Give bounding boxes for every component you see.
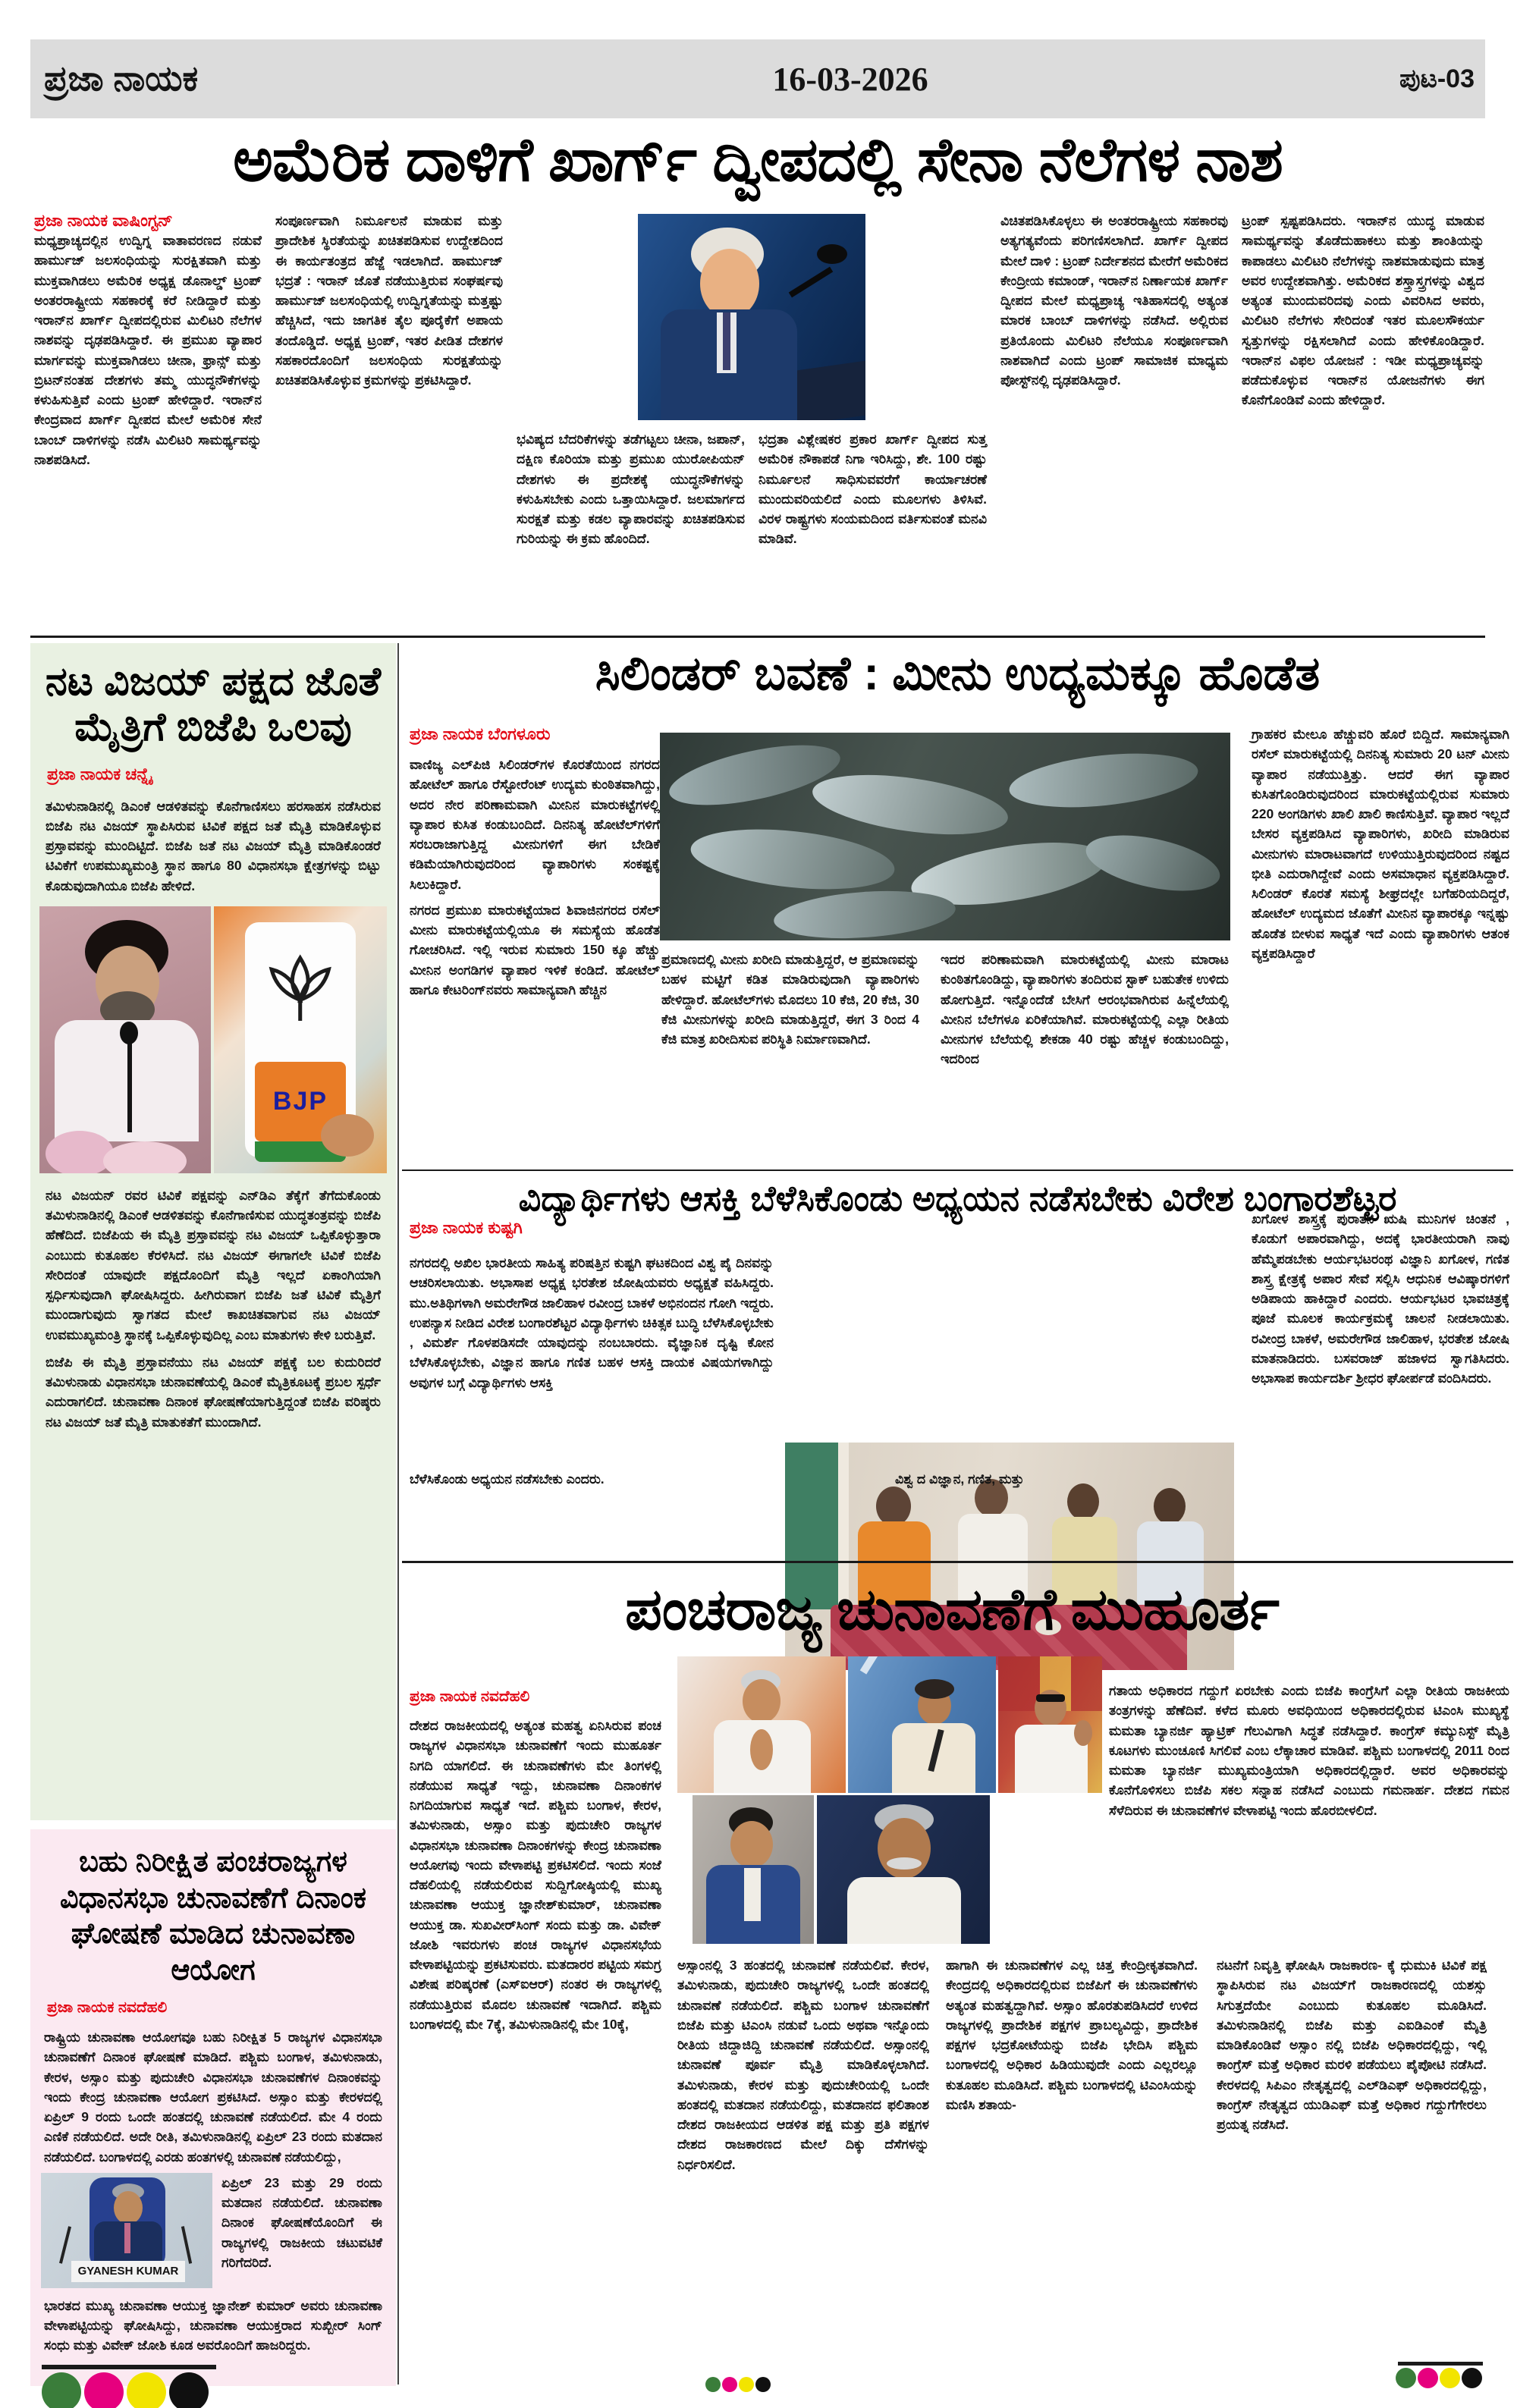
gyanesh-nameplate: GYANESH KUMAR: [71, 2261, 185, 2282]
trump-photo: [638, 214, 865, 420]
flowers-shape-2: [103, 1141, 187, 1173]
gyanesh-kumar-photo: [41, 2173, 212, 2288]
ec-photo-row: [41, 2173, 382, 2288]
registration-dots-center: [705, 2377, 781, 2394]
ec-byline: ಪ್ರಜಾ ನಾಯಕ ನವದೆಹಲಿ: [47, 1999, 168, 2016]
registration-dots-left: [42, 2372, 224, 2408]
poll-byline: ಪ್ರಜಾ ನಾಯಕ ನವದೆಹಲಿ: [410, 1688, 530, 1705]
registration-dot-green: [42, 2372, 81, 2408]
poll-col2-text: ಅಸ್ಸಾಂನಲ್ಲಿ 3 ಹಂತದಲ್ಲಿ ಚುನಾವಣೆ ನಡೆಯಲಿವೆ. ಕೇರಳ, ತಮಿಳುನಾಡು, ಪುದುಚೇರಿ ರಾಜ್ಯಗಳಲ್ಲಿ ಒಂದೇ ಹಂತದಲ್ಲಿ ಚುನಾವಣೆ ನಡೆಯಲಿದೆ. ಪಶ್ಚಿಮ ಬಂಗಾಳ ಚುನಾವಣೆಗೆ ಬಿಜೆಪಿ ಮತ್ತು ಟಿಎಂಸಿ ನಡುವೆ ಒಂದು ಅಥವಾ ಇನ್ನೊಂದು ರೀತಿಯ ಜಿದ್ದಾಜಿದ್ದಿ ಚುನಾವಣೆ ನಡೆಯಲಿದೆ. ಅಸ್ಸಾಂನಲ್ಲಿ ಚುನಾವಣೆ ಪೂರ್ವ ಮೈತ್ರಿ ಮಾಡಿಕೊಳ್ಳಲಾಗಿದೆ. ತಮಿಳುನಾಡು, ಕೇರಳ ಮತ್ತು ಪುದುಚೇರಿಯಲ್ಲಿ ಒಂದೇ ಹಂತದಲ್ಲಿ ಮತದಾನ ನಡೆಯಲಿದ್ದು, ಮತದಾನದ ಫಲಿತಾಂಶ ದೇಶದ ರಾಜಕೀಯದ ಆಡಳಿತ ಪಕ್ಷ ಮತ್ತು ಪ್ರತಿ ಪಕ್ಷಗಳ ದೇಶದ ರಾಜಕಾರಣದ ಮೇಲೆ ದಿಕ್ಕು ದೆಸೆಗಳನ್ನು ನಿರ್ಧರಿಸಲಿದೆ.: [677, 1957, 929, 2172]
fish-col1b-text: ನಗರದ ಪ್ರಮುಖ ಮಾರುಕಟ್ಟೆಯಾದ ಶಿವಾಜಿನಗರದ ರಸೆಲ್ ಮೀನು ಮಾರುಕಟ್ಟೆಯಲ್ಲಿಯೂ ಈ ಸಮಸ್ಯೆಯ ಹೊಡೆತ ಗೋಚರಿಸಿದೆ. ಇಲ್ಲಿ ಇರುವ ಸುಮಾರು 150 ಕ್ಕೂ ಹೆಚ್ಚು ಮೀನಿನ ಅಂಗಡಿಗಳ ವ್ಯಾಪಾರ ಇಳಿಕೆ ಕಂಡಿದೆ. ಹೋಟೆಲ್ ಹಾಗೂ ಕೇಟರಿಂಗ್‌ನವರು ಸಾಮಾನ್ಯವಾಗಿ ಹೆಚ್ಚಿನ: [410, 902, 660, 997]
flowers-shape-1: [46, 1131, 114, 1173]
person3-head: [1067, 1483, 1099, 1520]
registration-bar-left: [42, 2365, 216, 2369]
poll-headline: ಪಂಚರಾಜ್ಯ ಚುನಾವಣೆಗೆ ಮುಹೂರ್ತ: [625, 1578, 1279, 1642]
divider-under-students: [402, 1561, 1513, 1563]
students-headline: ವಿದ್ಯಾರ್ಥಿಗಳು ಆಸಕ್ತಿ ಬೆಳೆಸಿಕೊಂಡು ಅಧ್ಯಯನ ನಡೆಸಬೇಕು ವಿರೇಶ ಬಂಗಾರಶೆಟ್ಟರ: [518, 1179, 1397, 1218]
stalin-waving-hand: [1074, 1720, 1092, 1746]
registration-dots-right: [1396, 2368, 1487, 2391]
fish-headline: ಸಿಲಿಂಡರ್ ಬವಣೆ : ಮೀನು ಉದ್ಯಮಕ್ಕೂ ಹೊಡೆತ: [595, 648, 1321, 700]
podium-shape: [797, 361, 865, 420]
gyanesh-face: [114, 2191, 143, 2224]
rangasamy-moustache: [887, 1857, 922, 1870]
person1-head: [876, 1487, 911, 1526]
ec-p1: ರಾಷ್ಟ್ರಿಯ ಚುನಾವಣಾ ಆಯೋಗವೂ ಬಹು ನಿರೀಕ್ಷಿತ 5 ರಾಜ್ಯಗಳ ವಿಧಾನಸಭಾ ಚುನಾವಣೆಗೆ ದಿನಾಂಕ ಘೋಷಣೆ ಮಾಡಿದೆ. ಪಶ್ಚಿಮ ಬಂಗಾಳ, ತಮಿಳುನಾಡು, ಕೇರಳ, ಅಸ್ಸಾಂ ಮತ್ತು ಪುದುಚೇರಿ ವಿಧಾನಸಭಾ ಚುನಾವಣೆಗಳ ದಿನಾಂಕವನ್ನು ಇಂದು ಕೇಂದ್ರ ಚುನಾವಣಾ ಆಯೋಗ ಪ್ರಕಟಿಸಿದೆ. ಅಸ್ಸಾಂ ಮತ್ತು ಕೇರಳದಲ್ಲಿ ಏಪ್ರಿಲ್ 9 ರಂದು ಒಂದೇ ಹಂತದಲ್ಲಿ ಚುನಾವಣೆ ನಡೆಯಲಿದೆ. ಮೇ 4 ರಂದು ಎಣಿಕೆ ನಡೆಯಲಿದೆ. ಅದೇ ರೀತಿ, ತಮಿಳುನಾಡಿನಲ್ಲಿ ಏಪ್ರಿಲ್ 23 ರಂದು ಮತದಾನ ನಡೆಯಲಿದೆ. ಬಂಗಾಳದಲ್ಲಿ ಎರಡು ಹಂತಗಳಲ್ಲಿ ಚುನಾವಣೆ ನಡೆಯಲಿದ್ದು,: [44, 2030, 382, 2165]
fish-market-photo: [660, 733, 1230, 940]
students-byline: ಪ್ರಜಾ ನಾಯಕ ಕುಷ್ಟಗಿ: [410, 1218, 523, 1237]
students-right-text: ಖಗೋಳ ಶಾಸ್ತ್ರಕ್ಕೆ ಪುರಾತನ ಋಷಿ ಮುನಿಗಳ ಚಿಂತನೆ , ಕೊಡುಗೆ ಅಪಾರವಾಗಿದ್ದು, ಅದಕ್ಕೆ ಭಾರತೀಯರಾಗಿ ನಾವು ಹೆಮ್ಮೆಪಡಬೇಕು ಆರ್ಯಭಟರಂಥ ವಿಜ್ಞಾನಿ ಖಗೋಳ, ಗಣಿತ ಶಾಸ್ತ್ರ ಕ್ಷೇತ್ರಕ್ಕೆ ಅಪಾರ ಸೇವೆ ಸಲ್ಲಿಸಿ ಆಧುನಿಕ ಆವಿಷ್ಕಾರಗಳಿಗೆ ಅಡಿಪಾಯ ಹಾಕಿದ್ದಾರೆ ಎಂದರು. ಆರ್ಯಭಟರ ಭಾವಚಿತ್ರಕ್ಕೆ ಪೂಜೆ ಮೂಲಕ ಕಾರ್ಯಕ್ರಮಕ್ಕೆ ಚಾಲನೆ ನೀಡಲಾಯಿತು. ರವೀಂದ್ರ ಬಾಕಳೆ, ಅಮರೇಗೌಡ ಜಾಲಿಹಾಳ, ಭರತೇಶ ಜೋಷಿ ಮಾತನಾಡಿದರು. ಬಸವರಾಜ್ ಹಜಾಳದ ಸ್ವಾಗತಿಸಿದರು. ಅಭಾಸಾಪ ಕಾರ್ಯದರ್ಶಿ ಶ್ರೀಧರ ಘೋರ್ಪಡೆ ವಂದಿಸಿದರು.: [1252, 1211, 1509, 1386]
students-caption-left: ಬೆಳೆಸಿಕೊಂಡು ಅಧ್ಯಯನ ನಡೆಸಬೇಕು ಎಂದರು.: [410, 1471, 605, 1487]
ec-headline: ಬಹು ನಿರೀಕ್ಷಿತ ಪಂಚರಾಜ್ಯಗಳ ವಿಧಾನಸಭಾ ಚುನಾವಣೆಗೆ ದಿನಾಂಕ ಘೋಷಣೆ ಮಾಡಿದ ಚುನಾವಣಾ ಆಯೋಗ: [59, 1846, 366, 1986]
gyanesh-tie: [124, 2223, 130, 2253]
issue-date: 16-03-2026: [772, 60, 928, 98]
bjp-sign-text: BJP: [272, 1086, 328, 1116]
fish-shape-2: [809, 764, 1011, 845]
lotus-icon: [253, 922, 347, 1059]
us-col3-text: ಭವಿಷ್ಯದ ಬೆದರಿಕೆಗಳನ್ನು ತಡೆಗಟ್ಟಲು ಚೀನಾ, ಜಪಾನ್, ದಕ್ಷಿಣ ಕೊರಿಯಾ ಮತ್ತು ಪ್ರಮುಖ ಯುರೋಪಿಯನ್ ದೇಶಗಳು ಈ ಪ್ರದೇಶಕ್ಕೆ ಯುದ್ಧನೌಕೆಗಳನ್ನು ಕಳುಹಿಸಬೇಕು ಎಂದು ಒತ್ತಾಯಿಸಿದ್ದಾರೆ. ಜಲಮಾರ್ಗದ ಸುರಕ್ಷತೆ ಮತ್ತು ಕಡಲ ವ್ಯಾಪಾರವನ್ನು ಖಚಿತಪಡಿಸುವ ಗುರಿಯನ್ನು ಈ ಕ್ರಮ ಹೊಂದಿದೆ.: [517, 432, 745, 547]
us-middle-group: [517, 211, 987, 633]
mamata-raised-arm: [860, 1656, 895, 1675]
poll-col4-text: ನಟನೆಗೆ ನಿವೃತ್ತಿ ಘೋಷಿಸಿ ರಾಜಕಾರಣ- ಕ್ಕೆ ಧುಮುಕಿ ಟಿವಿಕೆ ಪಕ್ಷ ಸ್ಥಾಪಿಸಿರುವ ನಟ ವಿಜಯ್‌ಗೆ ರಾಜಕಾರಣದಲ್ಲಿ ಯಶಸ್ಸು ಸಿಗುತ್ತದೆಯೇ ಎಂಬುದು ಕುತೂಹಲ ಮೂಡಿಸಿದೆ. ತಮಿಳುನಾಡಿನಲ್ಲಿ ಬಿಜೆಪಿ ಮತ್ತು ಎಐಡಿಎಂಕೆ ಮೈತ್ರಿ ಮಾಡಿಕೊಂಡಿವೆ ಅಸ್ಸಾಂ ನಲ್ಲಿ ಬಿಜೆಪಿ ಅಧಿಕಾರದಲ್ಲಿದ್ದು, ಇಲ್ಲಿ ಕಾಂಗ್ರೆಸ್ ಮತ್ತೆ ಅಧಿಕಾರ ಮರಳಿ ಪಡೆಯಲು ಪೈಪೋಟಿ ನಡೆಸಿದೆ. ಕೇರಳದಲ್ಲಿ ಸಿಪಿಎಂ ನೇತೃತ್ವದಲ್ಲಿ ಎಲ್‌ಡಿಎಫ್ ಅಧಿಕಾರದಲ್ಲಿದ್ದು, ಕಾಂಗ್ರೆಸ್ ನೇತೃತ್ವದ ಯುಡಿಎಫ್ ಮತ್ತೆ ಅಧಿಕಾರ ಗದ್ದುಗೆಗೇರಲು ಪ್ರಯತ್ನ ನಡೆಸಿದೆ.: [1217, 1957, 1487, 2132]
stalin-photo: [998, 1656, 1102, 1793]
vijay-photo-row: [39, 906, 387, 1173]
stalin-glasses: [1036, 1694, 1065, 1702]
lead-headline: ಅಮೆರಿಕ ದಾಳಿಗೆ ಖಾರ್ಗ್ ದ್ವೀಪದಲ್ಲಿ ಸೇನಾ ನೆಲೆಗಳ ನಾಶ: [233, 126, 1283, 193]
us-col5-text: ವಿಚಿತಪಡಿಸಿಕೊಳ್ಳಲು ಈ ಅಂತರರಾಷ್ಟ್ರೀಯ ಸಹಕಾರವು ಅತ್ಯಗತ್ಯವೆಂದು ಪರಿಗಣಿಸಲಾಗಿದೆ. ಖಾರ್ಗ್ ದ್ವೀಪದ ಮೇಲೆ ದಾಳಿ : ಟ್ರಂಪ್ ನಿರ್ದೇಶನದ ಮೇರೆಗೆ ಅಮೆರಿಕದ ಕೇಂದ್ರೀಯ ಕಮಾಂಡ್, ಇರಾನ್‌ನ ನಿರ್ಣಾಯಕ ಖಾರ್ಗ್ ದ್ವೀಪದ ಮೇಲೆ ಮಧ್ಯಪ್ರಾಚ್ಯ ಇತಿಹಾಸದಲ್ಲಿ ಅತ್ಯಂತ ಮಾರಕ ಬಾಂಬ್ ದಾಳಿಗಳನ್ನು ನಡೆಸಿದೆ. ಅಲ್ಲಿರುವ ಪ್ರತಿಯೊಂದು ಮಿಲಿಟರಿ ನೆಲೆಯೂ ಸಂಪೂರ್ಣವಾಗಿ ನಾಶವಾಗಿದೆ ಎಂದು ಟ್ರಂಪ್ ಸಾಮಾಜಿಕ ಮಾಧ್ಯಮ ಪೋಸ್ಟ್‌ನಲ್ಲಿ ದೃಢಪಡಿಸಿದ್ದಾರೆ.: [1000, 213, 1228, 388]
newspaper-title: ಪ್ರಜಾ ನಾಯಕ: [44, 58, 199, 98]
rangasamy-photo: [817, 1795, 990, 1944]
vijay-headline: ನಟ ವಿಜಯ್ ಪಕ್ಷದ ಜೊತೆ ಮೈತ್ರಿಗೆ ಬಿಜೆಪಿ ಒಲವು: [45, 660, 382, 749]
fish-col1a-text: ವಾಣಿಜ್ಯ ಎಲ್‌ಪಿಜಿ ಸಿಲಿಂಡರ್‌ಗಳ ಕೊರತೆಯಿಂದ ನಗರದ ಹೋಟೆಲ್ ಹಾಗೂ ರೆಸ್ಟೋರೆಂಟ್ ಉದ್ಯಮ ಕುಂಠಿತವಾಗಿದ್ದು, ಅದರ ನೇರ ಪರಿಣಾಮವಾಗಿ ಮೀನಿನ ಮಾರುಕಟ್ಟೆಗಳಲ್ಲಿ ವ್ಯಾಪಾರ ಕುಸಿತ ಕಂಡುಬಂದಿದೆ. ದಿನನಿತ್ಯ ಹೋಟೆಲ್‌ಗಳಿಗೆ ಸರಬರಾಜಾಗುತ್ತಿದ್ದ ಮೀನುಗಳಿಗೆ ಈಗ ಬೇಡಿಕೆ ಕಡಿಮೆಯಾಗಿರುವುದರಿಂದ ವ್ಯಾಪಾರಿಗಳು ಸಂಕಷ್ಟಕ್ಕೆ ಸಿಲುಕಿದ್ದಾರೆ.: [410, 757, 660, 892]
registration-dot-magenta: [84, 2372, 124, 2408]
masthead: [30, 39, 1485, 118]
ec-p2: ಏಪ್ರಿಲ್ 23 ಮತ್ತು 29 ರಂದು ಮತದಾನ ನಡೆಯಲಿದೆ. ಚುನಾವಣಾ ದಿನಾಂಕ ಘೋಷಣೆಯೊಂದಿಗೆ ಈ ರಾಜ್ಯಗಳಲ್ಲಿ ರಾಜಕೀಯ ಚಟುವಟಿಕೆ ಗರಿಗೆದರಿದೆ.: [221, 2174, 382, 2270]
vijay-photo: [39, 906, 211, 1173]
divider-under-lead: [30, 636, 1485, 638]
left-column-divider: [397, 643, 399, 2384]
poll-col1-text: ದೇಶದ ರಾಜಕೀಯದಲ್ಲಿ ಅತ್ಯಂತ ಮಹತ್ವ ಏನಿಸಿರುವ ಪಂಚ ರಾಜ್ಯಗಳ ವಿಧಾನಸಭಾ ಚುನಾವಣೆಗೆ ಇಂದು ಮುಹೂರ್ತ ನಿಗದಿ ಯಾಗಲಿದೆ. ಈ ಚುನಾವಣೆಗಳು ಮೇ ತಿಂಗಳಲ್ಲಿ ನಡೆಯುವ ಸಾಧ್ಯತೆ ಇದ್ದು, ಚುನಾವಣಾ ದಿನಾಂಕಗಳ ನಿಗದಿಯಾಗುವ ಸಾಧ್ಯತೆ ಇದೆ. ಪಶ್ಚಿಮ ಬಂಗಾಳ, ಕೇರಳ, ತಮಿಳುನಾಡು, ಅಸ್ಸಾಂ ಮತ್ತು ಪುದುಚೇರಿ ರಾಜ್ಯಗಳ ವಿಧಾನಸಭಾ ಚುನಾವಣಾ ದಿನಾಂಕಗಳನ್ನು ಕೇಂದ್ರ ಚುನಾವಣಾ ಆಯೋಗವು ಇಂದು ವೇಳಾಪಟ್ಟಿ ಪ್ರಕಟಿಸಲಿದೆ. ಇಂದು ಸಂಜೆ ದೆಹಲಿಯಲ್ಲಿ ನಡೆಯಲಿರುವ ಸುದ್ದಿಗೋಷ್ಠಿಯಲ್ಲಿ ಮುಖ್ಯ ಚುನಾವಣಾ ಆಯುಕ್ತ ಜ್ಞಾನೇಶ್‌ಕುಮಾರ್, ಚುನಾವಣಾ ಆಯುಕ್ತ ಡಾ. ಸುಖವೀರ್‌ಸಿಂಗ್ ಸಂದು ಮತ್ತು ಡಾ. ವಿವೇಕ್ ಜೋಶಿ ಇವರುಗಳು ಪಂಚ ರಾಜ್ಯಗಳ ವಿಧಾನಸಭೆಯ ವೇಳಾಪಟ್ಟಿಯನ್ನು ಪ್ರಕಟಿಸುವರು. ಮತದಾರರ ಪಟ್ಟಿಯ ಸಮಗ್ರ ವಿಶೇಷ ಪರಿಷ್ಕರಣೆ (ಎಸ್‌ಐಆರ್) ನಂತರ ಈ ರಾಜ್ಯಗಳಲ್ಲಿ ನಡೆಯುತ್ತಿರುವ ಮೊದಲ ಚುನಾವಣೆ ಇದಾಗಿದೆ. ಪಶ್ಚಿಮ ಬಂಗಾಳದಲ್ಲಿ ಮೇ 7ಕ್ಕೆ, ತಮಿಳುನಾಡಿನಲ್ಲಿ ಮೇ 10ಕ್ಕೆ,: [410, 1718, 661, 2032]
fish-col2-text: ಪ್ರಮಾಣದಲ್ಲಿ ಮೀನು ಖರೀದಿ ಮಾಡುತ್ತಿದ್ದರೆ, ಆ ಪ್ರಮಾಣವನ್ನು ಬಹಳ ಮಟ್ಟಿಗೆ ಕಡಿತ ಮಾಡಿರುವುದಾಗಿ ವ್ಯಾಪಾರಿಗಳು ಹೇಳಿದ್ದಾರೆ. ಹೋಟೆಲ್‌ಗಳು ಮೊದಲು 10 ಕೆಜಿ, 20 ಕೆಜಿ, 30 ಕೆಜಿ ಮೀನುಗಳನ್ನು ಖರೀದಿ ಮಾಡುತ್ತಿದ್ದರೆ, ಈಗ 3 ರಿಂದ 4 ಕೆಜಿ ಮಾತ್ರ ಖರೀದಿಸುವ ಪರಿಸ್ಥಿತಿ ನಿರ್ಮಾಣವಾಗಿದೆ.: [661, 952, 919, 1047]
registration-dot-black: [169, 2372, 209, 2408]
fish-shape-4: [688, 821, 897, 898]
himanta-face: [730, 1821, 773, 1868]
vijay-mic-stand: [127, 1034, 132, 1132]
registration-dot-yellow: [127, 2372, 166, 2408]
fish-col4-text: ಗ್ರಾಹಕರ ಮೇಲೂ ಹೆಚ್ಚುವರಿ ಹೊರೆ ಬಿದ್ದಿದೆ. ಸಾಮಾನ್ಯವಾಗಿ ರಸೆಲ್ ಮಾರುಕಟ್ಟೆಯಲ್ಲಿ ದಿನನಿತ್ಯ ಸುಮಾರು 20 ಟನ್ ಮೀನು ವ್ಯಾಪಾರ ನಡೆಯುತ್ತಿತ್ತು. ಆದರೆ ಈಗ ವ್ಯಾಪಾರ ಕುಸಿತಗೊಂಡಿರುವುದರಿಂದ ಮಾರುಕಟ್ಟೆಯಲ್ಲಿರುವ ಸುಮಾರು 220 ಅಂಗಡಿಗಳು ಖಾಲಿ ಖಾಲಿ ಕಾಣಿಸುತ್ತಿವೆ. ವ್ಯಾಪಾರ ಇಲ್ಲದೆ ಬೇಸರ ವ್ಯಕ್ತಪಡಿಸಿದ ವ್ಯಾಪಾರಿಗಳು, ಖರೀದಿ ಮಾಡಿರುವ ಮೀನುಗಳು ಮಾರಾಟವಾಗದೆ ಉಳಿಯುತ್ತಿರುವುದರಿಂದ ನಷ್ಟದ ಭೀತಿ ಎದುರಾಗಿದ್ದೇವೆ ಎಂದು ಅಸಮಾಧಾನ ವ್ಯಕ್ತಪಡಿಸಿದ್ದಾರೆ. ಸಿಲಿಂಡರ್ ಕೊರತೆ ಸಮಸ್ಯೆ ಶೀಘ್ರದಲ್ಲೇ ಬಗೆಹರಿಯದಿದ್ದರೆ, ಹೋಟೆಲ್ ಉದ್ಯಮದ ಜೊತೆಗೆ ಮೀನಿನ ವ್ಯಾಪಾರಕ್ಕೂ ಇನ್ನಷ್ಟು ಹೊಡೆತ ಬೀಳುವ ಸಾಧ್ಯತೆ ಇದೆ ಎಂದು ವ್ಯಾಪಾರಿಗಳು ಆತಂಕ ವ್ಯಕ್ತಪಡಿಸಿದ್ದಾರೆ: [1252, 727, 1509, 961]
himanta-photo: [693, 1795, 814, 1944]
us-col6-text: ಟ್ರಂಪ್ ಸ್ಪಷ್ಟಪಡಿಸಿದರು. ಇರಾನ್‌ನ ಯುದ್ಧ ಮಾಡುವ ಸಾಮರ್ಥ್ಯವನ್ನು ತೊಡೆದುಹಾಕಲು ಮತ್ತು ಶಾಂತಿಯನ್ನು ಕಾಪಾಡಲು ಮಿಲಿಟರಿ ನೆಲೆಗಳನ್ನು ನಾಶಮಾಡುವುದು ಮಾತ್ರ ಅವರ ಉದ್ದೇಶವಾಗಿತ್ತು. ಅಮೆರಿಕದ ಶಸ್ತ್ರಾಸ್ತ್ರಗಳನ್ನು ವಿಶ್ವದ ಅತ್ಯಂತ ಮುಂದುವರಿದವು ಎಂದು ವಿವರಿಸಿದ ಅವರು, ಮಿಲಿಟರಿ ನೆಲೆಗಳು ಸೇರಿದಂತೆ ಇತರ ಮೂಲಸೌಕರ್ಯ ಸ್ವತ್ತುಗಳನ್ನು ರಕ್ಷಿಸಲಾಗಿದೆ ಎಂದು ಹೇಳಿಕೊಂಡಿದ್ದಾರೆ. ಇರಾನ್‌ನ ವಿಫಲ ಯೋಜನೆ : ಇಡೀ ಮಧ್ಯಪ್ರಾಚ್ಯವನ್ನು ಪಡೆದುಕೊಳ್ಳುವ ಇರಾನ್‌ನ ಯೋಜನೆಗಳು ಈಗ ಕೊನೆಗೊಂಡಿವೆ ಎಂದು ಹೇಳಿದ್ದಾರೆ.: [1242, 213, 1484, 408]
poll-right-text: ಗತಾಯ ಅಧಿಕಾರದ ಗದ್ದುಗೆ ಏರಬೇಕು ಎಂದು ಬಿಜೆಪಿ ಕಾಂಗ್ರೆಸಿಗೆ ಎಲ್ಲಾ ರೀತಿಯ ರಾಜಕೀಯ ತಂತ್ರಗಳನ್ನು ಹೆಣೆದಿವೆ. ಕಳೆದ ಮೂರು ಅವಧಿಯಿಂದ ಅಧಿಕಾರದಲ್ಲಿರುವ ಟಿಎಂಸಿ ಮುಖ್ಯಸ್ಥೆ ಮಮತಾ ಬ್ಯಾನರ್ಜಿ ಹ್ಯಾಟ್ರಿಕ್ ಗೆಲುವಿಗಾಗಿ ಸಿದ್ಧತೆ ನಡೆಸಿದ್ದಾರೆ. ಕಾಂಗ್ರೆಸ್ ಕಮ್ಯುನಿಸ್ಟ್ ಮೈತ್ರಿ ಕೂಟಗಳು ಮುಂಚೂಣಿ ಸಿಗಲಿವೆ ಎಂಬ ಲೆಕ್ಕಾಚಾರ ಮಾಡಿವೆ. ಪಶ್ಚಿಮ ಬಂಗಾಳದಲ್ಲಿ 2011 ರಿಂದ ಮಮತಾ ಬ್ಯಾನರ್ಜಿ ಮುಖ್ಯಮಂತ್ರಿಯಾಗಿ ಅಧಿಕಾರದಲ್ಲಿದ್ದಾರೆ. ಅವರ ಅಧಿಕಾರವನ್ನು ಕೊನೆಗೊಳಿಸಲು ಬಿಜೆಪಿ ಸಕಲ ಸನ್ನಾಹ ನಡೆಸಿದೆ ಎಂಬುದು ಗಮನಾರ್ಹ. ದೇಶದ ಗಮನ ಸೆಳೆದಿರುವ ಈ ಚುನಾವಣೆಗಳ ವೇಳಾಪಟ್ಟಿ ಇಂದು ಹೊರಬೀಳಲಿದೆ.: [1109, 1683, 1509, 1818]
fish-shape-1: [664, 733, 845, 817]
us-col1-text: ಮಧ್ಯಪ್ರಾಚ್ಯದಲ್ಲಿನ ಉದ್ವಿಗ್ನ ವಾತಾವರಣದ ನಡುವೆ ಹಾರ್ಮುಜ್ ಜಲಸಂಧಿಯನ್ನು ಸುರಕ್ಷಿತವಾಗಿ ಮತ್ತು ಮುಕ್ತವಾಗಿಡಲು ಅಮೆರಿಕ ಅಧ್ಯಕ್ಷ ಡೊನಾಲ್ಡ್ ಟ್ರಂಪ್ ಅಂತರರಾಷ್ಟ್ರೀಯ ಸಹಕಾರಕ್ಕೆ ಕರೆ ನೀಡಿದ್ದಾರೆ ಮತ್ತು ಇರಾನ್‌ನ ಖಾರ್ಗ್ ದ್ವೀಪದಲ್ಲಿರುವ ಮಿಲಿಟರಿ ನೆಲೆಗಳ ನಾಶವನ್ನು ದೃಢಪಡಿಸಿದ್ದಾರೆ. ಈ ಪ್ರಮುಖ ವ್ಯಾಪಾರ ಮಾರ್ಗವನ್ನು ಮುಕ್ತವಾಗಿಡಲು ಚೀನಾ, ಫ್ರಾನ್ಸ್ ಮತ್ತು ಬ್ರಿಟನ್‌ನಂತಹ ದೇಶಗಳು ತಮ್ಮ ಯುದ್ಧನೌಕೆಗಳನ್ನು ಕಳುಹಿಸುತ್ತಿವೆ ಎಂದು ಟ್ರಂಪ್ ಹೇಳಿದ್ದಾರೆ. ಇರಾನ್‌ನ ಕೇಂದ್ರವಾದ ಖಾರ್ಗ್ ದ್ವೀಪದ ಮೇಲೆ ಅಮೆರಿಕ ಸೇನೆ ಬಾಂಬ್ ದಾಳಿಗಳನ್ನು ನಡೆಸಿ ಮಿಲಿಟರಿ ಸಾಮರ್ಥ್ಯವನ್ನು ನಾಶಪಡಿಸಿದೆ.: [34, 233, 262, 467]
registration-dot-black: [1462, 2368, 1482, 2388]
mamata-photo: [848, 1656, 996, 1793]
registration-dot-magenta: [1418, 2368, 1438, 2388]
registration-dot-green: [1396, 2368, 1416, 2388]
rangasamy-white-shirt: [847, 1877, 961, 1944]
us-col-1: [34, 211, 262, 633]
registration-dot-yellow: [1440, 2368, 1460, 2388]
fish-col3-text: ಇದರ ಪರಿಣಾಮವಾಗಿ ಮಾರುಕಟ್ಟೆಯಲ್ಲಿ ಮೀನು ಮಾರಾಟ ಕುಂಠಿತಗೊಂಡಿದ್ದು, ವ್ಯಾಪಾರಿಗಳು ತಂದಿರುವ ಸ್ಟಾಕ್ ಬಹುತೇಕ ಉಳಿದು ಹೋಗುತ್ತಿದೆ. ಇನ್ನೊಂದೆಡೆ ಬೇಸಿಗೆ ಆರಂಭವಾಗಿರುವ ಹಿನ್ನೆಲೆಯಲ್ಲಿ ಮೀನಿನ ಬೆಲೆಗಳೂ ಏರಿಕೆಯಾಗಿವೆ. ಮಾರುಕಟ್ಟೆಯಲ್ಲಿ ಎಲ್ಲಾ ರೀತಿಯ ಮೀನುಗಳ ಬೆಲೆಯಲ್ಲಿ ಶೇಕಡಾ 40 ರಷ್ಟು ಹೆಚ್ಚಳ ಕಂಡುಬಂದಿದ್ದು, ಇದರಿಂದ: [941, 952, 1229, 1067]
vijay-p3: ಬಿಜೆಪಿ ಈ ಮೈತ್ರಿ ಪ್ರಸ್ತಾವನೆಯು ನಟ ವಿಜಯ್ ಪಕ್ಷಕ್ಕೆ ಬಲ ಕುದುರಿದರೆ ತಮಿಳುನಾಡು ವಿಧಾನಸಭಾ ಚುನಾವಣೆಯಲ್ಲಿ ಡಿಎಂಕೆ ಮೈತ್ರಿಕೂಟಕ್ಕೆ ಪ್ರಬಲ ಸ್ಪರ್ಧೆ ಎದುರಾಗಲಿದೆ. ಚುನಾವಣಾ ದಿನಾಂಕ ಘೋಷಣೆಯಾಗುತ್ತಿದ್ದಂತೆ ಬಿಜೆಪಿ ವರಿಷ್ಠರು ನಟ ವಿಜಯ್ ಜತೆ ಮೈತ್ರಿ ಮಾತುಕತೆಗೆ ಮುಂದಾಗಿದೆ.: [46, 1354, 381, 1430]
press-mic-2: [181, 2226, 192, 2264]
students-left-text: ನಗರದಲ್ಲಿ ಅಖಿಲ ಭಾರತೀಯ ಸಾಹಿತ್ಯ ಪರಿಷತ್ತಿನ ಕುಷ್ಟಗಿ ಘಟಕದಿಂದ ವಿಶ್ವ ಪೈ ದಿನವನ್ನು ಆಚರಿಸಲಾಯಿತು. ಅಭಾಸಾಪ ಅಧ್ಯಕ್ಷ ಭರತೇಶ ಜೋಷಿಯವರು ಅಧ್ಯಕ್ಷತೆ ವಹಿಸಿದ್ದರು. ಮು.ಅತಿಥಿಗಳಾಗಿ ಅಮರೇಗೌಡ ಜಾಲಿಹಾಳ ರವೀಂದ್ರ ಬಾಕಳೆ ಅಭಿನಂದನ ಗೋಗಿ ಇದ್ದರು. ಉಪನ್ಯಾಸ ನೀಡಿದ ವಿರೇಶ ಬಂಗಾರಶೆಟ್ಟರ ವಿದ್ಯಾರ್ಥಿಗಳು ಚಿಕಿತ್ಸಕ ಬುದ್ಧಿ ಬೆಳೆಸಿಕೊಳ್ಳಬೇಕು , ವಿಮರ್ಶೆ ಗೊಳಪಡಿಸದೇ ಯಾವುದನ್ನು ನಂಬಬಾರದು. ವೈಜ್ಞಾನಿಕ ದೃಷ್ಟಿ ಕೋನ ಬೆಳೆಸಿಕೊಳ್ಳಬೇಕು, ವಿಜ್ಞಾನ ಹಾಗೂ ಗಣಿತ ಬಹಳ ಆಸಕ್ತಿ ದಾಯಕ ವಿಷಯಗಳಾಗಿದ್ದು ಅವುಗಳ ಬಗ್ಗೆ ವಿದ್ಯಾರ್ಥಿಗಳು ಆಸಕ್ತಿ: [410, 1255, 774, 1390]
rangasamy-face: [878, 1818, 931, 1879]
vijay-byline: ಪ್ರಜಾ ನಾಯಕ ಚನ್ನೈ: [47, 764, 152, 783]
us-col2-text: ಸಂಪೂರ್ಣವಾಗಿ ನಿರ್ಮೂಲನೆ ಮಾಡುವ ಮತ್ತು ಪ್ರಾದೇಶಿಕ ಸ್ಥಿರತೆಯನ್ನು ಖಚಿತಪಡಿಸುವ ಉದ್ದೇಶದಿಂದ ಈ ಕಾರ್ಯತಂತ್ರದ ಹೆಜ್ಜೆ ಇಡಲಾಗಿದೆ. ಹಾರ್ಮುಜ್ ಭದ್ರತೆ : ಇರಾನ್ ಜೊತೆ ನಡೆಯುತ್ತಿರುವ ಸಂಘರ್ಷವು ಹಾರ್ಮುಜ್ ಜಲಸಂಧಿಯಲ್ಲಿ ಉದ್ವಿಗ್ನತೆಯನ್ನು ಮತ್ತಷ್ಟು ಹೆಚ್ಚಿಸಿದೆ, ಇದು ಜಾಗತಿಕ ತೈಲ ಪೂರೈಕೆಗೆ ಅಪಾಯ ತಂದೊಡ್ಡಿದೆ. ಅಧ್ಯಕ್ಷ ಟ್ರಂಪ್, ಇತರ ಪೀಡಿತ ದೇಶಗಳ ಸಹಕಾರದೊಂದಿಗೆ ಜಲಸಂಧಿಯ ಸುರಕ್ಷತೆಯನ್ನು ಖಚಿತಪಡಿಸಿಕೊಳ್ಳುವ ಕ್ರಮಗಳನ್ನು ಪ್ರಕಟಿಸಿದ್ದಾರೆ.: [275, 213, 503, 388]
registration-bar-right: [1398, 2362, 1483, 2366]
trump-tie-shape: [723, 312, 730, 370]
registration-dot-black: [755, 2377, 771, 2392]
article-vijay-box: [30, 643, 396, 1820]
press-mic-1: [59, 2226, 71, 2263]
article-us-strike: [34, 211, 1484, 633]
hand-shape: [321, 1114, 374, 1157]
fish-shape-6: [1081, 825, 1224, 901]
mamata-hair: [915, 1679, 954, 1699]
himanta-kurta: [744, 1868, 761, 1921]
registration-dot-green: [705, 2377, 721, 2392]
pinarayi-photo: [677, 1656, 846, 1793]
article-ec-box: [30, 1829, 396, 2386]
us-byline: ಪ್ರಜಾ ನಾಯಕ ವಾಷಿಂಗ್ಟನ್: [34, 211, 173, 230]
microphone-head: [817, 244, 847, 264]
vijay-p1: ತಮಿಳುನಾಡಿನಲ್ಲಿ ಡಿಎಂಕೆ ಆಡಳಿತವನ್ನು ಕೊನೆಗಾಣಿಸಲು ಹರಸಾಹಸ ನಡೆಸಿರುವ ಬಿಜೆಪಿ ನಟ ವಿಜಯ್ ಸ್ಥಾಪಿಸಿರುವ ಟಿವಿಕೆ ಪಕ್ಷದ ಜತೆ ಮೈತ್ರಿ ಮಾಡಿಕೊಳ್ಳುವ ಪ್ರಸ್ತಾವವನ್ನು ಮುಂದಿಟ್ಟಿದೆ. ಬಿಜೆಪಿ ಜತೆ ನಟ ವಿಜಯ್ ಮೈತ್ರಿ ಮಾಡಿಕೊಂಡರೆ ಟಿವಿಕೆಗೆ ಉಪಮುಖ್ಯಮಂತ್ರಿ ಸ್ಥಾನ ಹಾಗೂ 80 ವಿಧಾನಸಭಾ ಕ್ಷೇತ್ರಗಳನ್ನು ಬಿಟ್ಟು ಕೊಡುವುದಾಗಿಯೂ ಬಿಜೆಪಿ ಹೇಳಿದೆ.: [46, 798, 381, 893]
microphone-arm: [789, 267, 834, 298]
registration-dot-yellow: [739, 2377, 754, 2392]
fish-shape-3: [1007, 746, 1201, 815]
person4-head: [1154, 1488, 1186, 1524]
us-col4-text: ಭದ್ರತಾ ವಿಶ್ಲೇಷಕರ ಪ್ರಕಾರ ಖಾರ್ಗ್ ದ್ವೀಪದ ಸುತ್ತ ಅಮೆರಿಕ ನೌಕಾಪಡೆ ನಿಗಾ ಇರಿಸಿದ್ದು, ಶೇ. 100 ರಷ್ಟು ನಿರ್ಮೂಲನೆ ಸಾಧಿಸುವವರೆಗೆ ಕಾರ್ಯಾಚರಣೆ ಮುಂದುವರಿಯಲಿದೆ ಎಂದು ಮೂಲಗಳು ತಿಳಿಸಿವೆ. ವಿರಳ ರಾಷ್ಟ್ರಗಳು ಸಂಯಮದಿಂದ ವರ್ತಿಸುವಂತೆ ಮನವಿ ಮಾಡಿವೆ.: [758, 432, 987, 547]
bjp-logo-photo: [214, 906, 387, 1173]
vijay-p2: ನಟ ವಿಜಯನ್ ರವರ ಟಿವಿಕೆ ಪಕ್ಷವನ್ನು ಎನ್‌ಡಿಎ ತೆಕ್ಕೆಗೆ ತೆಗೆದುಕೊಂಡು ತಮಿಳುನಾಡಿನಲ್ಲಿ ಡಿಎಂಕೆ ಆಡಳಿತವನ್ನು ಕೊನೆಗಾಣಿಸುವ ಯುದ್ಧತಂತ್ರವನ್ನು ಬಿಜೆಪಿ ಹೆಣೆದಿದೆ. ಬಿಜೆಪಿಯ ಈ ಮೈತ್ರಿ ಪ್ರಸ್ತಾವವನ್ನು ನಟ ವಿಜಯ್ ಒಪ್ಪಿಕೊಳ್ಳುತ್ತಾರಾ ಎಂಬುದು ಕುತೂಹಲ ಕೆರಳಿಸಿದೆ. ನಟ ವಿಜಯ್ ಈಗಾಗಲೇ ಟಿವಿಕೆ ಬಿಜೆಪಿ ಸೇರಿದಂತೆ ಯಾವುದೇ ಪಕ್ಷದೊಂದಿಗೆ ಮೈತ್ರಿ ಇಲ್ಲದೆ ಏಕಾಂಗಿಯಾಗಿ ಸ್ಪರ್ಧಿಸುವುದಾಗಿ ಘೋಷಿಸಿದ್ದರು. ಹೀಗಿರುವಾಗ ಬಿಜೆಪಿ ಜತೆ ಟಿವಿಕೆ ಮೈತ್ರಿಗೆ ಮುಂದಾಗುವುದು ಸ್ವಾಗತದ ಮೇಲೆ ಕಾಖಚಿತವಾಗುವ ನಟ ವಿಜಯ್ ಉವಮುಖ್ಯಮಂತ್ರಿ ಸ್ಥಾನಕ್ಕೆ ಒಪ್ಪಿಕೊಳ್ಳುವುದಿಲ್ಲ ಎಂಬ ಮಾತುಗಳು ಕೇಳಿ ಬರುತ್ತಿವೆ.: [46, 1187, 381, 1342]
politicians-montage: [677, 1656, 1102, 1946]
pinarayi-namaste-hands: [750, 1729, 773, 1770]
ec-p3: ಭಾರತದ ಮುಖ್ಯ ಚುನಾವಣಾ ಆಯುಕ್ತ ಜ್ಞಾನೇಶ್ ಕುಮಾರ್ ಅವರು ಚುನಾವಣಾ ವೇಳಾಪಟ್ಟಿಯನ್ನು ಘೋಷಿಸಿದ್ದು, ಚುನಾವಣಾ ಆಯುಕ್ತರಾದ ಸುಖ್ಬೀರ್ ಸಿಂಗ್ ಸಂಧು ಮತ್ತು ವಿವೇಕ್ ಜೋಶಿ ಕೂಡ ಅವರೊಂದಿಗೆ ಹಾಜರಿದ್ದರು.: [44, 2297, 382, 2353]
poll-col3-text: ಹಾಗಾಗಿ ಈ ಚುನಾವಣೆಗಳ ಎಲ್ಲ ಚಿತ್ತ ಕೇಂದ್ರೀಕೃತವಾಗಿದೆ. ಕೇಂದ್ರದಲ್ಲಿ ಅಧಿಕಾರದಲ್ಲಿರುವ ಬಿಜೆಪಿಗೆ ಈ ಚುನಾವಣೆಗಳು ಅತ್ಯಂತ ಮಹತ್ವದ್ದಾಗಿವೆ. ಅಸ್ಸಾಂ ಹೊರತುಪಡಿಸಿದರೆ ಉಳಿದ ರಾಜ್ಯಗಳಲ್ಲಿ ಪ್ರಾದೇಶಿಕ ಪಕ್ಷಗಳ ಪ್ರಾಬಲ್ಯವಿದ್ದು, ಪ್ರಾದೇಶಿಕ ಪಕ್ಷಗಳ ಭದ್ರಕೋಟೆಯನ್ನು ಬಿಜೆಪಿ ಭೇದಿಸಿ ಪಶ್ಚಿಮ ಬಂಗಾಳದಲ್ಲಿ ಅಧಿಕಾರ ಹಿಡಿಯುವುದೇ ಎಂದು ಎಲ್ಲರಲ್ಲೂ ಕುತೂಹಲ ಮೂಡಿಸಿದೆ. ಪಶ್ಚಿಮ ಬಂಗಾಳದಲ್ಲಿ ಟಿಎಂಸಿಯನ್ನು ಮಣಿಸಿ ಶತಾಯ-: [946, 1957, 1198, 2112]
fish-byline: ಪ್ರಜಾ ನಾಯಕ ಬೆಂಗಳೂರು: [410, 724, 551, 743]
trump-face-shape: [700, 249, 759, 319]
students-caption-mid: ವಿಶ್ವ ದ ವಿಜ್ಞಾನ, ಗಣಿತ, ಮತ್ತು: [895, 1471, 1024, 1487]
vijay-mic-head: [120, 1022, 138, 1044]
page-number: ಪುಟ-03: [1399, 64, 1475, 93]
fish-col-1: [410, 724, 660, 1149]
registration-dot-magenta: [722, 2377, 737, 2392]
fish-shape-7: [772, 886, 957, 940]
pinarayi-face: [743, 1679, 780, 1723]
divider-under-fish: [402, 1169, 1513, 1171]
